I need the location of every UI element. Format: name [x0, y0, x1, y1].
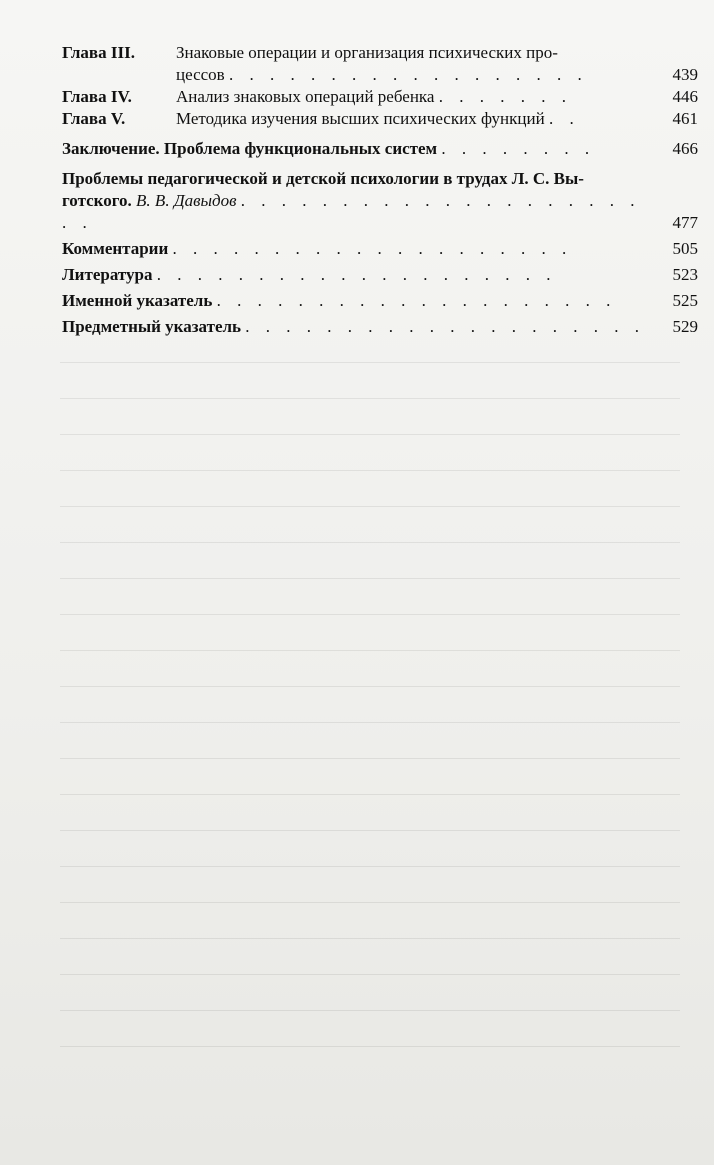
chapter-label: Глава V.: [62, 109, 126, 128]
chapter-title: Методика изучения высших психических функций . .: [176, 109, 580, 128]
page-number: 523: [672, 265, 698, 284]
toc-entry-davydov: Проблемы педагогической и детской психологии в трудах Л. С. Вы- готского. В. В. Давыдов . . . . . . . . . . . . . . . . . . . . . . 477: [62, 169, 698, 232]
section-author: В. В. Давыдов: [136, 191, 237, 210]
page-number: 505: [672, 239, 698, 258]
toc-entry-comments: Комментарии . . . . . . . . . . . . . . . . . . . . 505: [62, 239, 698, 258]
page-number: 461: [672, 109, 698, 128]
toc-entry-literature: Литература . . . . . . . . . . . . . . . . . . . . 523: [62, 265, 698, 284]
chapter-label: Глава III.: [62, 43, 135, 62]
section-title: Литература: [62, 265, 153, 284]
page-number: 477: [672, 213, 698, 232]
page-number: 466: [672, 139, 698, 158]
section-title: Комментарии: [62, 239, 169, 258]
section-title: Проблемы педагогической и детской психологии в трудах Л. С. Вы-: [62, 169, 584, 188]
table-of-contents: [62, 42, 698, 338]
page-number: 446: [672, 87, 698, 106]
page-number: 525: [672, 291, 698, 310]
toc-entry-chapter-5: [62, 108, 698, 130]
toc-entry-chapter-4: [62, 86, 698, 108]
toc-entry-name-index: Именной указатель . . . . . . . . . . . . . . . . . . . . 525: [62, 291, 698, 310]
bleed-through-text: [60, 340, 680, 1100]
section-title: Предметный указатель: [62, 317, 242, 336]
toc-entry-subject-index: Предметный указатель . . . . . . . . . . . . . . . . . . . . 529: [62, 317, 698, 336]
section-title: Именной указатель: [62, 291, 213, 310]
section-title: Заключение. Проблема функциональных систем: [62, 139, 438, 158]
page-number: 529: [672, 317, 698, 336]
chapter-title: Анализ знаковых операций ребенка . . . . . . .: [176, 87, 572, 106]
toc-entry-conclusion: Заключение. Проблема функциональных систем . . . . . . . . 466: [62, 139, 698, 158]
page-number: 439: [672, 65, 698, 84]
chapter-title: Знаковые операции и организация психических про- цессов . . . . . . . . . . . . . . . . . .: [176, 43, 588, 84]
chapter-label: Глава IV.: [62, 87, 132, 106]
toc-entry-chapter-3: [62, 42, 698, 86]
